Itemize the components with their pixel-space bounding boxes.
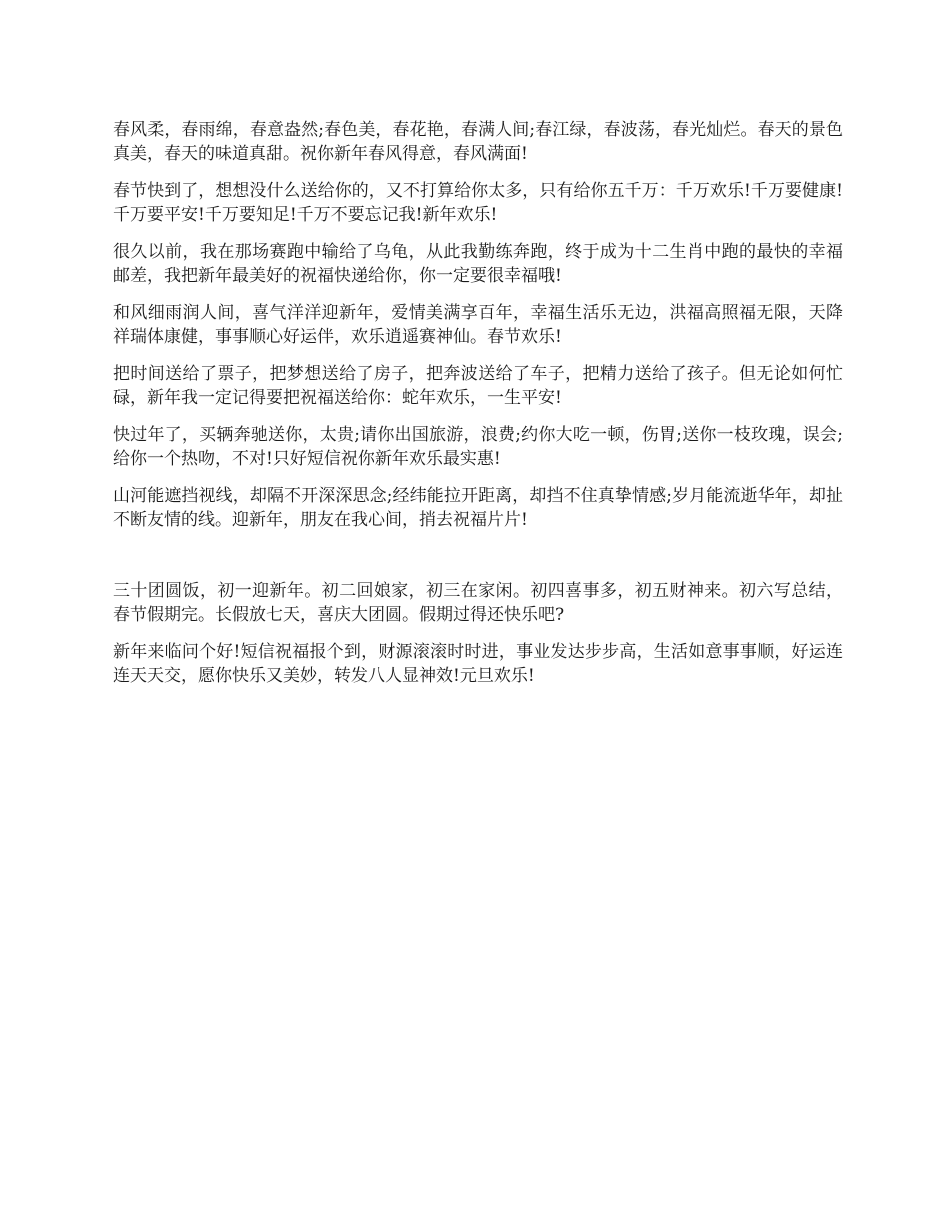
paragraph-9: 新年来临问个好!短信祝福报个到，财源滚滚时时进，事业发达步步高，生活如意事事顺，好运连连天天交，愿你快乐又美妙，转发八人显神效!元旦欢乐! — [113, 642, 843, 686]
paragraph-8: 三十团圆饭，初一迎新年。初二回娘家，初三在家闲。初四喜事多，初五财神来。初六写总结，春节假期完。长假放七天，喜庆大团圆。假期过得还快乐吧? — [113, 581, 843, 625]
paragraph-2: 春节快到了，想想没什么送给你的，又不打算给你太多，只有给你五千万：千万欢乐!千万要健康!千万要平安!千万要知足!千万不要忘记我!新年欢乐! — [113, 181, 843, 225]
document-page — [113, 118, 843, 701]
paragraph-5: 把时间送给了票子，把梦想送给了房子，把奔波送给了车子，把精力送给了孩子。但无论如何忙碌，新年我一定记得要把祝福送给你：蛇年欢乐，一生平安! — [113, 364, 843, 408]
paragraph-3: 很久以前，我在那场赛跑中输给了乌龟，从此我勤练奔跑，终于成为十二生肖中跑的最快的幸福邮差，我把新年最美好的祝福快递给你，你一定要很幸福哦! — [113, 242, 843, 286]
paragraph-7: 山河能遮挡视线，却隔不开深深思念;经纬能拉开距离，却挡不住真挚情感;岁月能流逝华年，却扯不断友情的线。迎新年，朋友在我心间，捎去祝福片片! — [113, 486, 843, 530]
paragraph-1: 春风柔，春雨绵，春意盎然;春色美，春花艳，春满人间;春江绿，春波荡，春光灿烂。春天的景色真美，春天的味道真甜。祝你新年春风得意，春风满面! — [113, 120, 843, 164]
section-gap — [113, 545, 843, 579]
paragraph-6: 快过年了，买辆奔驰送你，太贵;请你出国旅游，浪费;约你大吃一顿，伤胃;送你一枝玫瑰，误会;给你一个热吻，不对!只好短信祝你新年欢乐最实惠! — [113, 425, 843, 469]
paragraph-4: 和风细雨润人间，喜气洋洋迎新年，爱情美满享百年，幸福生活乐无边，洪福高照福无限，天降祥瑞体康健，事事顺心好运伴，欢乐逍遥赛神仙。春节欢乐! — [113, 303, 843, 347]
